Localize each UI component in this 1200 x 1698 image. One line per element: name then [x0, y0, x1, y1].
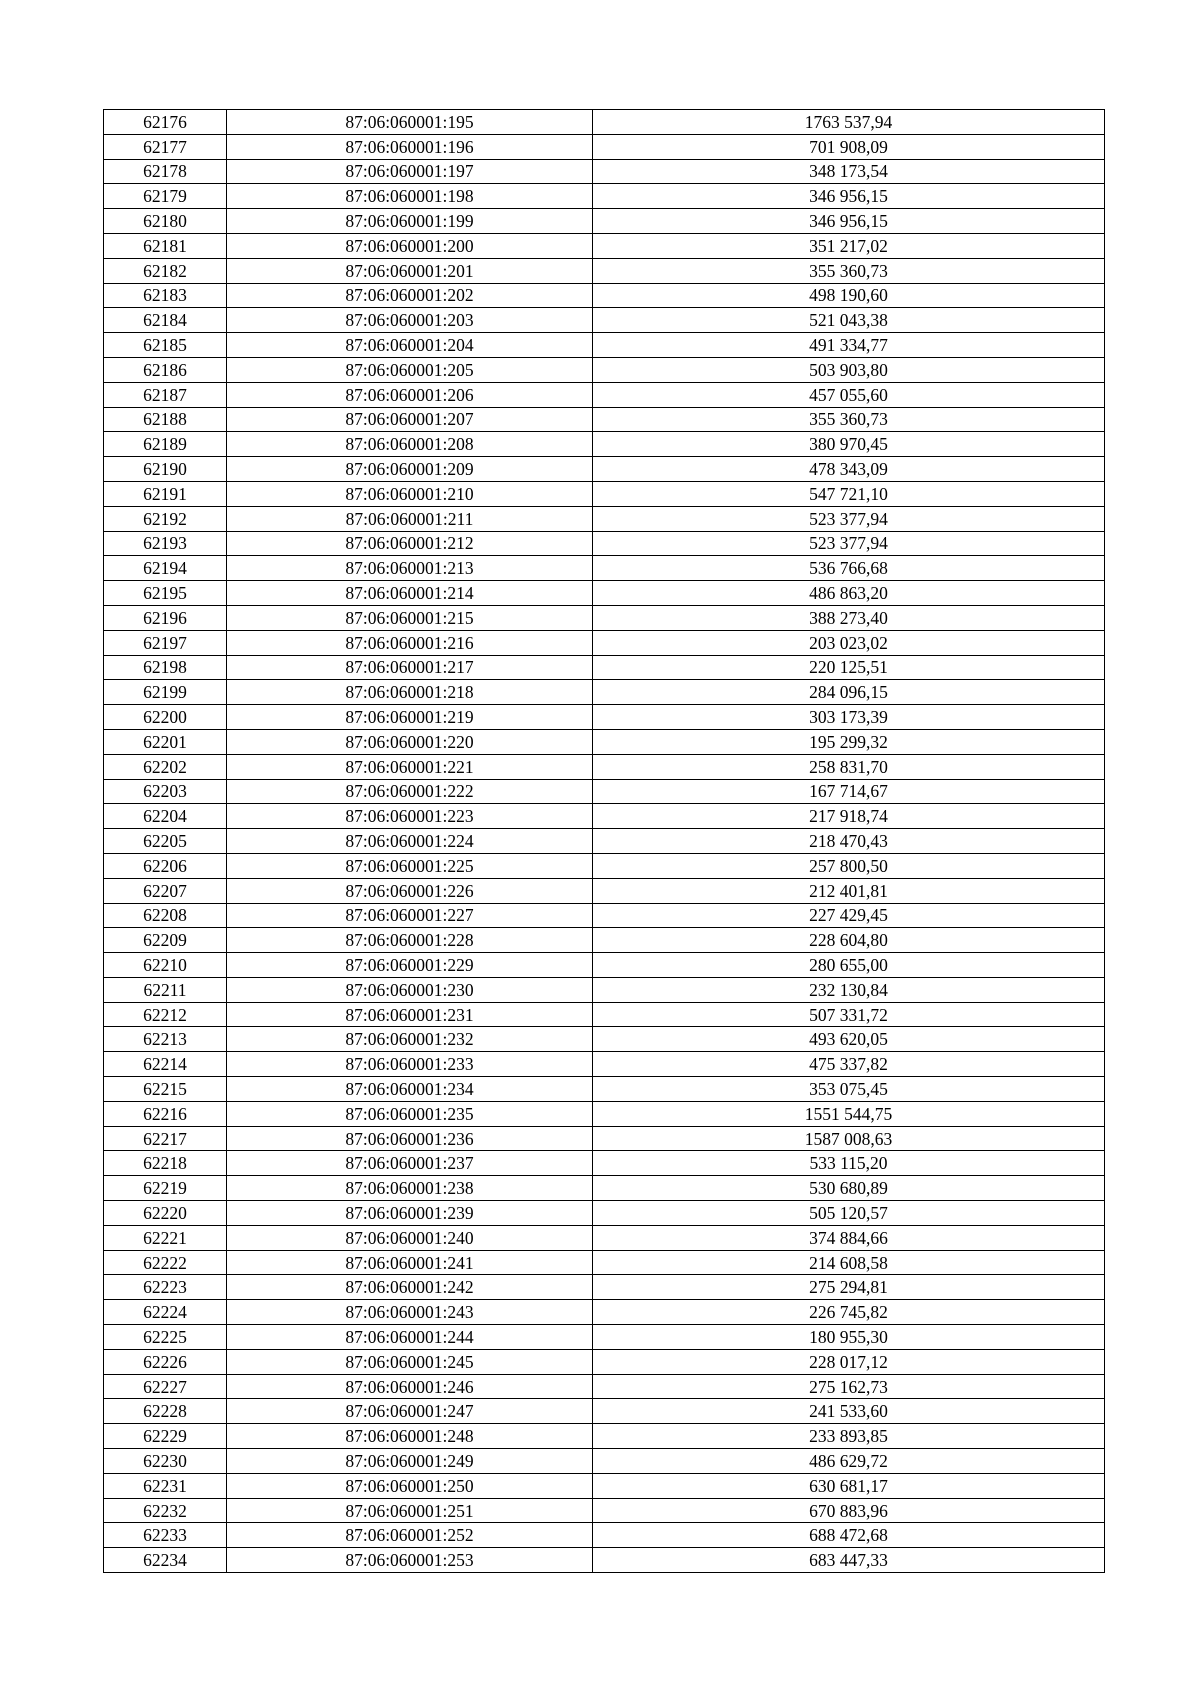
table-row	[104, 1498, 1105, 1523]
row-number-cell: 62200	[104, 705, 227, 730]
cadastral-number-cell: 87:06:060001:199	[227, 209, 593, 234]
table-row	[104, 184, 1105, 209]
row-number-cell: 62228	[104, 1399, 227, 1424]
table-row	[104, 1250, 1105, 1275]
row-number-cell: 62230	[104, 1449, 227, 1474]
cadastral-number-cell: 87:06:060001:207	[227, 407, 593, 432]
cadastral-value-cell: 701 908,09	[593, 134, 1105, 159]
cadastral-value-cell: 217 918,74	[593, 804, 1105, 829]
table-row	[104, 1424, 1105, 1449]
row-number-cell: 62218	[104, 1151, 227, 1176]
table-row	[104, 680, 1105, 705]
row-number-cell: 62225	[104, 1325, 227, 1350]
cadastral-number-cell: 87:06:060001:216	[227, 630, 593, 655]
table-row	[104, 258, 1105, 283]
cadastral-number-cell: 87:06:060001:233	[227, 1052, 593, 1077]
row-number-cell: 62207	[104, 878, 227, 903]
cadastral-number-cell: 87:06:060001:204	[227, 333, 593, 358]
cadastral-value-cell: 1587 008,63	[593, 1126, 1105, 1151]
cadastral-value-cell: 355 360,73	[593, 258, 1105, 283]
row-number-cell: 62177	[104, 134, 227, 159]
row-number-cell: 62206	[104, 853, 227, 878]
table-row	[104, 1548, 1105, 1573]
cadastral-number-cell: 87:06:060001:246	[227, 1374, 593, 1399]
cadastral-number-cell: 87:06:060001:196	[227, 134, 593, 159]
table-row	[104, 1399, 1105, 1424]
row-number-cell: 62192	[104, 506, 227, 531]
cadastral-number-cell: 87:06:060001:197	[227, 159, 593, 184]
row-number-cell: 62219	[104, 1176, 227, 1201]
table-row	[104, 432, 1105, 457]
cadastral-value-cell: 180 955,30	[593, 1325, 1105, 1350]
row-number-cell: 62226	[104, 1349, 227, 1374]
row-number-cell: 62233	[104, 1523, 227, 1548]
cadastral-value-cell: 280 655,00	[593, 953, 1105, 978]
table-row	[104, 655, 1105, 680]
row-number-cell: 62198	[104, 655, 227, 680]
table-row	[104, 705, 1105, 730]
table-row	[104, 878, 1105, 903]
cadastral-number-cell: 87:06:060001:248	[227, 1424, 593, 1449]
cadastral-value-cell: 530 680,89	[593, 1176, 1105, 1201]
table-row	[104, 1349, 1105, 1374]
cadastral-value-cell: 486 629,72	[593, 1449, 1105, 1474]
cadastral-number-cell: 87:06:060001:238	[227, 1176, 593, 1201]
row-number-cell: 62224	[104, 1300, 227, 1325]
cadastral-value-cell: 233 893,85	[593, 1424, 1105, 1449]
cadastral-number-cell: 87:06:060001:224	[227, 829, 593, 854]
row-number-cell: 62234	[104, 1548, 227, 1573]
row-number-cell: 62199	[104, 680, 227, 705]
row-number-cell: 62211	[104, 977, 227, 1002]
cadastral-number-cell: 87:06:060001:244	[227, 1325, 593, 1350]
cadastral-value-cell: 503 903,80	[593, 357, 1105, 382]
table-row	[104, 779, 1105, 804]
cadastral-number-cell: 87:06:060001:225	[227, 853, 593, 878]
table-row	[104, 754, 1105, 779]
cadastral-value-cell: 355 360,73	[593, 407, 1105, 432]
table-row	[104, 481, 1105, 506]
cadastral-number-cell: 87:06:060001:228	[227, 928, 593, 953]
cadastral-number-cell: 87:06:060001:219	[227, 705, 593, 730]
row-number-cell: 62205	[104, 829, 227, 854]
cadastral-value-cell: 167 714,67	[593, 779, 1105, 804]
table-row	[104, 977, 1105, 1002]
table-row	[104, 1374, 1105, 1399]
cadastre-value-table	[103, 109, 1105, 1573]
cadastral-number-cell: 87:06:060001:241	[227, 1250, 593, 1275]
cadastral-value-cell: 203 023,02	[593, 630, 1105, 655]
cadastral-number-cell: 87:06:060001:202	[227, 283, 593, 308]
table-row	[104, 457, 1105, 482]
row-number-cell: 62190	[104, 457, 227, 482]
table-row	[104, 159, 1105, 184]
row-number-cell: 62202	[104, 754, 227, 779]
cadastral-value-cell: 228 017,12	[593, 1349, 1105, 1374]
row-number-cell: 62196	[104, 605, 227, 630]
row-number-cell: 62180	[104, 209, 227, 234]
row-number-cell: 62176	[104, 110, 227, 135]
table-row	[104, 1176, 1105, 1201]
row-number-cell: 62227	[104, 1374, 227, 1399]
cadastral-number-cell: 87:06:060001:252	[227, 1523, 593, 1548]
cadastral-number-cell: 87:06:060001:230	[227, 977, 593, 1002]
cadastral-number-cell: 87:06:060001:218	[227, 680, 593, 705]
row-number-cell: 62201	[104, 729, 227, 754]
row-number-cell: 62213	[104, 1027, 227, 1052]
cadastral-number-cell: 87:06:060001:251	[227, 1498, 593, 1523]
row-number-cell: 62223	[104, 1275, 227, 1300]
row-number-cell: 62204	[104, 804, 227, 829]
table-row	[104, 1201, 1105, 1226]
cadastral-number-cell: 87:06:060001:231	[227, 1002, 593, 1027]
row-number-cell: 62187	[104, 382, 227, 407]
cadastral-number-cell: 87:06:060001:236	[227, 1126, 593, 1151]
cadastral-value-cell: 536 766,68	[593, 556, 1105, 581]
cadastral-number-cell: 87:06:060001:239	[227, 1201, 593, 1226]
cadastral-number-cell: 87:06:060001:235	[227, 1101, 593, 1126]
table-row	[104, 928, 1105, 953]
cadastral-value-cell: 348 173,54	[593, 159, 1105, 184]
table-row	[104, 1449, 1105, 1474]
cadastral-value-cell: 523 377,94	[593, 506, 1105, 531]
cadastral-number-cell: 87:06:060001:232	[227, 1027, 593, 1052]
row-number-cell: 62215	[104, 1077, 227, 1102]
table-row	[104, 531, 1105, 556]
cadastral-value-cell: 226 745,82	[593, 1300, 1105, 1325]
cadastral-value-cell: 275 294,81	[593, 1275, 1105, 1300]
table-row	[104, 233, 1105, 258]
row-number-cell: 62214	[104, 1052, 227, 1077]
row-number-cell: 62185	[104, 333, 227, 358]
table-row	[104, 1473, 1105, 1498]
cadastral-value-cell: 683 447,33	[593, 1548, 1105, 1573]
table-row	[104, 630, 1105, 655]
cadastral-number-cell: 87:06:060001:223	[227, 804, 593, 829]
table-row	[104, 1275, 1105, 1300]
cadastral-value-cell: 346 956,15	[593, 184, 1105, 209]
cadastral-value-cell: 380 970,45	[593, 432, 1105, 457]
row-number-cell: 62220	[104, 1201, 227, 1226]
cadastral-value-cell: 227 429,45	[593, 903, 1105, 928]
cadastral-value-cell: 493 620,05	[593, 1027, 1105, 1052]
cadastral-value-cell: 486 863,20	[593, 581, 1105, 606]
table-row	[104, 1523, 1105, 1548]
row-number-cell: 62221	[104, 1225, 227, 1250]
table-row	[104, 110, 1105, 135]
table-row	[104, 581, 1105, 606]
cadastral-value-cell: 457 055,60	[593, 382, 1105, 407]
table-row	[104, 283, 1105, 308]
table-row	[104, 829, 1105, 854]
cadastral-number-cell: 87:06:060001:212	[227, 531, 593, 556]
row-number-cell: 62209	[104, 928, 227, 953]
cadastral-value-cell: 220 125,51	[593, 655, 1105, 680]
table-row	[104, 407, 1105, 432]
cadastral-number-cell: 87:06:060001:227	[227, 903, 593, 928]
table-row	[104, 1300, 1105, 1325]
row-number-cell: 62178	[104, 159, 227, 184]
cadastral-value-cell: 284 096,15	[593, 680, 1105, 705]
cadastral-number-cell: 87:06:060001:206	[227, 382, 593, 407]
row-number-cell: 62210	[104, 953, 227, 978]
table-row	[104, 1027, 1105, 1052]
cadastral-value-cell: 1551 544,75	[593, 1101, 1105, 1126]
row-number-cell: 62195	[104, 581, 227, 606]
cadastral-number-cell: 87:06:060001:209	[227, 457, 593, 482]
cadastral-value-cell: 346 956,15	[593, 209, 1105, 234]
cadastral-value-cell: 214 608,58	[593, 1250, 1105, 1275]
cadastral-number-cell: 87:06:060001:245	[227, 1349, 593, 1374]
table-row	[104, 556, 1105, 581]
row-number-cell: 62203	[104, 779, 227, 804]
row-number-cell: 62183	[104, 283, 227, 308]
cadastral-value-cell: 351 217,02	[593, 233, 1105, 258]
row-number-cell: 62217	[104, 1126, 227, 1151]
row-number-cell: 62232	[104, 1498, 227, 1523]
cadastral-value-cell: 505 120,57	[593, 1201, 1105, 1226]
cadastral-value-cell: 533 115,20	[593, 1151, 1105, 1176]
cadastral-number-cell: 87:06:060001:240	[227, 1225, 593, 1250]
cadastral-value-cell: 688 472,68	[593, 1523, 1105, 1548]
cadastral-value-cell: 478 343,09	[593, 457, 1105, 482]
cadastral-value-cell: 491 334,77	[593, 333, 1105, 358]
cadastral-number-cell: 87:06:060001:198	[227, 184, 593, 209]
cadastral-value-cell: 241 533,60	[593, 1399, 1105, 1424]
cadastral-value-cell: 195 299,32	[593, 729, 1105, 754]
cadastral-number-cell: 87:06:060001:237	[227, 1151, 593, 1176]
cadastral-value-cell: 232 130,84	[593, 977, 1105, 1002]
cadastral-value-cell: 388 273,40	[593, 605, 1105, 630]
row-number-cell: 62179	[104, 184, 227, 209]
cadastral-number-cell: 87:06:060001:205	[227, 357, 593, 382]
table-row	[104, 1325, 1105, 1350]
cadastral-value-cell: 228 604,80	[593, 928, 1105, 953]
cadastral-value-cell: 547 721,10	[593, 481, 1105, 506]
cadastral-number-cell: 87:06:060001:229	[227, 953, 593, 978]
cadastral-number-cell: 87:06:060001:249	[227, 1449, 593, 1474]
cadastral-value-cell: 498 190,60	[593, 283, 1105, 308]
row-number-cell: 62197	[104, 630, 227, 655]
table-row	[104, 209, 1105, 234]
row-number-cell: 62189	[104, 432, 227, 457]
table-row	[104, 1002, 1105, 1027]
cadastral-number-cell: 87:06:060001:226	[227, 878, 593, 903]
table-body	[104, 110, 1105, 1573]
cadastral-number-cell: 87:06:060001:203	[227, 308, 593, 333]
cadastral-value-cell: 1763 537,94	[593, 110, 1105, 135]
cadastral-value-cell: 670 883,96	[593, 1498, 1105, 1523]
table-row	[104, 605, 1105, 630]
table-row	[104, 903, 1105, 928]
cadastral-value-cell: 218 470,43	[593, 829, 1105, 854]
table-row	[104, 804, 1105, 829]
cadastral-value-cell: 475 337,82	[593, 1052, 1105, 1077]
table-row	[104, 1101, 1105, 1126]
row-number-cell: 62181	[104, 233, 227, 258]
cadastral-number-cell: 87:06:060001:215	[227, 605, 593, 630]
cadastral-value-cell: 257 800,50	[593, 853, 1105, 878]
cadastral-number-cell: 87:06:060001:213	[227, 556, 593, 581]
cadastral-number-cell: 87:06:060001:214	[227, 581, 593, 606]
cadastral-value-cell: 258 831,70	[593, 754, 1105, 779]
cadastral-value-cell: 275 162,73	[593, 1374, 1105, 1399]
row-number-cell: 62208	[104, 903, 227, 928]
cadastral-number-cell: 87:06:060001:220	[227, 729, 593, 754]
table-row	[104, 853, 1105, 878]
cadastral-number-cell: 87:06:060001:210	[227, 481, 593, 506]
table-row	[104, 1077, 1105, 1102]
table-row	[104, 357, 1105, 382]
cadastral-value-cell: 353 075,45	[593, 1077, 1105, 1102]
cadastral-number-cell: 87:06:060001:217	[227, 655, 593, 680]
cadastral-value-cell: 374 884,66	[593, 1225, 1105, 1250]
table-row	[104, 1225, 1105, 1250]
row-number-cell: 62193	[104, 531, 227, 556]
row-number-cell: 62231	[104, 1473, 227, 1498]
cadastral-value-cell: 523 377,94	[593, 531, 1105, 556]
cadastral-number-cell: 87:06:060001:195	[227, 110, 593, 135]
row-number-cell: 62182	[104, 258, 227, 283]
table-row	[104, 1052, 1105, 1077]
cadastral-number-cell: 87:06:060001:222	[227, 779, 593, 804]
table-row	[104, 1126, 1105, 1151]
table-row	[104, 134, 1105, 159]
cadastral-number-cell: 87:06:060001:201	[227, 258, 593, 283]
cadastral-number-cell: 87:06:060001:211	[227, 506, 593, 531]
table-row	[104, 506, 1105, 531]
table-row	[104, 382, 1105, 407]
cadastral-number-cell: 87:06:060001:242	[227, 1275, 593, 1300]
row-number-cell: 62216	[104, 1101, 227, 1126]
cadastral-value-cell: 303 173,39	[593, 705, 1105, 730]
cadastral-number-cell: 87:06:060001:208	[227, 432, 593, 457]
cadastral-number-cell: 87:06:060001:253	[227, 1548, 593, 1573]
row-number-cell: 62186	[104, 357, 227, 382]
row-number-cell: 62212	[104, 1002, 227, 1027]
row-number-cell: 62229	[104, 1424, 227, 1449]
cadastral-number-cell: 87:06:060001:200	[227, 233, 593, 258]
cadastral-number-cell: 87:06:060001:234	[227, 1077, 593, 1102]
table-row	[104, 333, 1105, 358]
table-row	[104, 1151, 1105, 1176]
cadastral-number-cell: 87:06:060001:221	[227, 754, 593, 779]
cadastral-value-cell: 521 043,38	[593, 308, 1105, 333]
cadastral-number-cell: 87:06:060001:247	[227, 1399, 593, 1424]
table-row	[104, 308, 1105, 333]
cadastral-number-cell: 87:06:060001:243	[227, 1300, 593, 1325]
table-row	[104, 953, 1105, 978]
cadastral-number-cell: 87:06:060001:250	[227, 1473, 593, 1498]
row-number-cell: 62222	[104, 1250, 227, 1275]
cadastral-value-cell: 630 681,17	[593, 1473, 1105, 1498]
row-number-cell: 62191	[104, 481, 227, 506]
table-row	[104, 729, 1105, 754]
row-number-cell: 62194	[104, 556, 227, 581]
cadastral-value-cell: 507 331,72	[593, 1002, 1105, 1027]
row-number-cell: 62184	[104, 308, 227, 333]
cadastral-value-cell: 212 401,81	[593, 878, 1105, 903]
row-number-cell: 62188	[104, 407, 227, 432]
